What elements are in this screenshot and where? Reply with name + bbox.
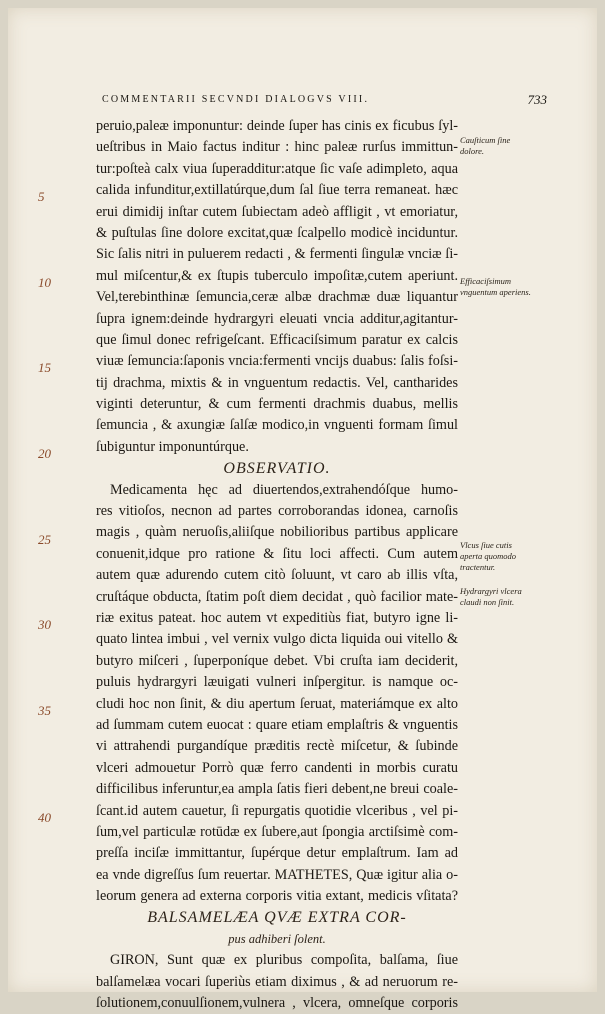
text-line: puluis hydrargyri læuigati vulneri inſpergitur. is namque oc- — [96, 674, 458, 691]
text-line: mul miſcentur,& ex ſtupis tuberculo impoſitæ,cutem aperiunt. — [96, 267, 458, 284]
text-line: que ſimul donec refrigeſcant. Efficaciſsimum paratur ex calcis — [96, 331, 458, 348]
text-line: tur:poſteà calx viua ſuperadditur:atque ſic vaſe adimpleto, aqua — [96, 160, 458, 177]
text-line: ad ſummam cutem euocat : quare etiam emplaſtris & vnguentis — [96, 716, 458, 733]
margin-note-hydrargyri: Hydrargyri vlcera claudi non ſinit. — [460, 586, 522, 607]
text-line: viginti deteruntur, & cum fermenti drachmis duabus, mellis — [96, 396, 458, 413]
section-subheading: pus adhiberi ſolent. — [228, 931, 326, 946]
text-line: ſubiguntur imponuntúrque. — [96, 438, 249, 455]
running-title: COMMENTARII SECVNDI DIALOGVS VIII. — [102, 94, 370, 105]
book-page — [8, 8, 597, 1012]
line-number: 40 — [38, 810, 51, 825]
text-line: ea vnde digreſſus ſum reuertar. MATHETES, Quæ igitur alia o- — [96, 866, 458, 883]
text-line: balſamelæa vocari ſuperiùs etiam diximus , & ad neruorum re- — [96, 973, 458, 990]
text-line: butyro miſceri , ſuperponíque debet. Vbi cruſta iam deciderit, — [96, 652, 458, 669]
line-number: 5 — [38, 189, 45, 204]
text-line: quato lintea imbui , vel vernix vulgo dicta liquida oui vitello & — [96, 631, 458, 648]
text-line: viuæ ſemuncia:ſaponis vncia:fermenti vncijs duabus: ſalis foſsi- — [96, 353, 458, 370]
section-heading-observatio: OBSERVATIO. — [223, 460, 331, 478]
body-text — [96, 116, 458, 1014]
text-line: ſolutionem,conuulſionem,vulnera , vlcera, omneſque corporis — [96, 995, 458, 1012]
text-line: ſemuncia , & axungiæ ſalſæ modico,in vnguenti formam ſimul — [96, 417, 458, 434]
text-line: magis , quàm neruoſis,aliiſque nobilioribus partibus applicare — [96, 524, 458, 541]
line-number: 10 — [38, 275, 51, 290]
text-line: preſſa inciſæ immittantur, ſupérque detur emplaſtrum. Iam ad — [96, 845, 458, 862]
text-line: cludi hoc non ſinit, & diu apertum ſeruat, materiámque ex alto — [96, 695, 458, 712]
margin-note-efficacissimum: Efficaciſsimum vnguentum aperiens. — [460, 276, 531, 297]
text-line: ſcant.id autem cauetur, ſi repurgatis quotidie vlceribus , vel pi- — [96, 802, 458, 819]
text-line: Vel,terebinthinæ ſemuncia,ceræ albæ drachmæ duæ liquantur — [96, 289, 458, 306]
text-line: vi attrahendi purgandíque præditis rectè miſcetur, & ſubinde — [96, 738, 458, 755]
text-line: peruio,paleæ imponuntur: deinde ſuper has cinis ex ficubus ſyl- — [96, 118, 458, 134]
text-line: ſum,vel particulæ rotūdæ ex ſubere,aut ſpongia arctiſsimè com- — [96, 823, 458, 840]
text-line: vlceri admouetur Porrò quæ ferro candenti in morbis curatu — [96, 759, 458, 776]
page-number: 733 — [527, 92, 547, 107]
text-line: conuenit,idque pro ratione & ſitu loci affecti. Cum autem — [96, 545, 458, 562]
margin-note-causticum: Cauſticum ſine dolore. — [460, 135, 511, 156]
text-line: tij drachma, mixtis & in vnguentum redactis. Vel, cantharides — [96, 374, 458, 391]
text-line: riæ exitus pateat. hoc autem vt expeditiùs fiat, butyro igne li- — [96, 609, 458, 626]
section-heading-balsamelaea: BALSAMELÆA QVÆ EXTRA COR- — [147, 909, 407, 927]
text-line: calida infunditur,extillatúrque,dum ſal ſiue terra remaneat. hæc — [96, 182, 458, 199]
text-line: difficilibus inferuntur,ea ampla ſatis fieri debent,ne breui coale- — [96, 781, 458, 798]
line-number: 30 — [38, 617, 51, 632]
running-head — [102, 94, 547, 112]
text-line: ſupra ignem:deinde hydrargyri eleuati vncia additur,agitantur- — [96, 310, 458, 327]
margin-note-vlcus: Vlcus ſiue cutis aperta quomodo tractentur. — [460, 540, 516, 572]
line-number: 15 — [38, 360, 51, 375]
text-line: Medicamenta hęc ad diuertendos,extrahendóſque humo- — [110, 481, 458, 498]
line-number: 20 — [38, 446, 51, 461]
text-line: Sic ſalis nitri in puluerem redacti , & fermenti ſingulæ vnciæ ſi- — [96, 246, 458, 263]
text-line: GIRON, Sunt quæ ex pluribus compoſita, balſama, ſiue — [110, 952, 458, 969]
line-number: 35 — [38, 703, 51, 718]
text-line: ueſtribus in Maio factus inditur : hinc paleæ rurſus immittun- — [96, 139, 458, 156]
text-line: cruſtáque obducta, ſtatim poſt diem decidat , quò facilior mate- — [96, 588, 458, 605]
text-line: erui dimidij inſtar cutem ſubiectam adeò affligit , vt emoriatur, — [96, 203, 458, 220]
text-line: & puſtulas ſine dolore excitat,quæ ſcalpello modicè inciduntur. — [96, 224, 458, 241]
text-line: autem quæ adurendo cutem citò ſoluunt, vt caro ab illis vſta, — [96, 567, 458, 584]
text-line: res vitioſos, necnon ad partes corroborandas idonea, carnoſis — [96, 503, 458, 520]
line-number: 25 — [38, 532, 51, 547]
text-line: leorum genera ad externa corporis vitia extant, medicis vſitata? — [96, 888, 458, 905]
